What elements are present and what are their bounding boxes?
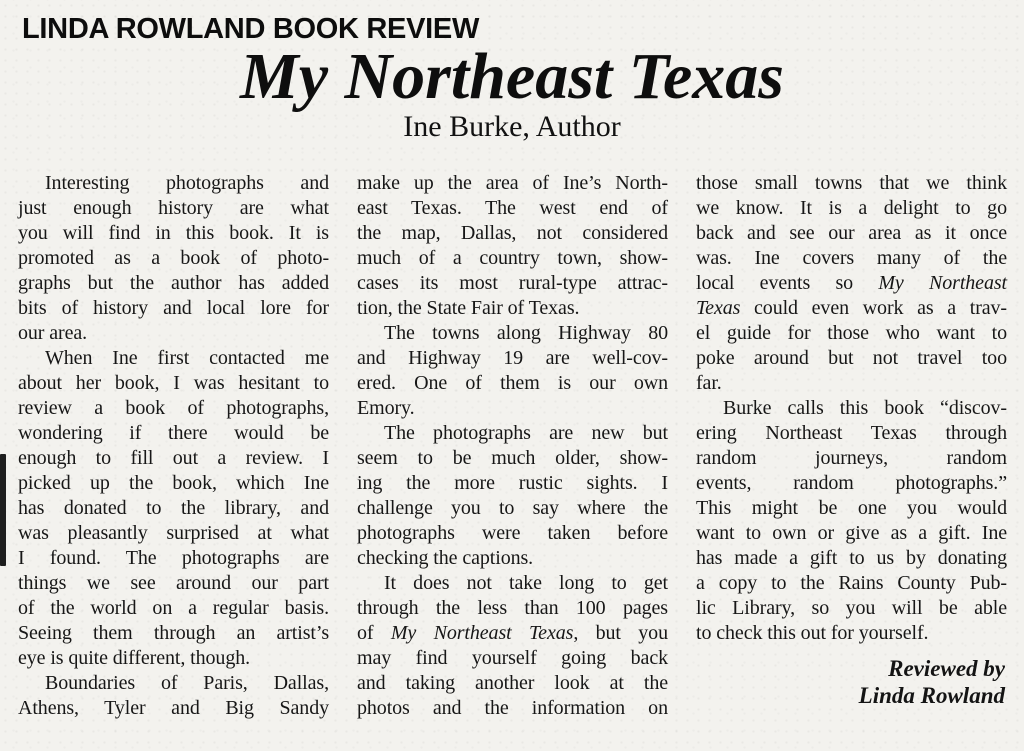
- kicker: LINDA ROWLAND BOOK REVIEW: [22, 13, 480, 45]
- text-line: It does not take long to get: [384, 572, 668, 594]
- text-line: enough to fill out a review. I: [18, 447, 329, 469]
- article-column-3: [696, 171, 1007, 721]
- text-line: poke around but not travel too: [696, 347, 1007, 369]
- article-column-2: [357, 171, 668, 721]
- text-line: cases its most rural-type attrac-: [357, 272, 668, 294]
- text-line: local events so My Northeast: [696, 272, 1007, 294]
- text-line: photos and the information on: [357, 697, 668, 719]
- text-line: Seeing them through an artist’s: [18, 622, 329, 644]
- text-line: events, random photographs.”: [696, 472, 1007, 494]
- text-line: east Texas. The west end of: [357, 197, 668, 219]
- text-line: through the less than 100 pages: [357, 597, 668, 619]
- text-line: Athens, Tyler and Big Sandy: [18, 697, 329, 719]
- text-line: our area.: [18, 322, 88, 344]
- text-line: make up the area of Ine’s North-: [357, 172, 668, 194]
- text-line: ing the more rustic sights. I: [357, 472, 668, 494]
- byline: Ine Burke, Author: [403, 110, 621, 143]
- text-line: Interesting photographs and: [45, 172, 329, 194]
- article-body: [18, 171, 1008, 721]
- text-line: wondering if there would be: [18, 422, 329, 444]
- text-line: you will find in this book. It is: [18, 222, 329, 244]
- text-line: and Highway 19 are well-cov-: [357, 347, 668, 369]
- signoff-reviewer-name: Linda Rowland: [858, 683, 1005, 708]
- text-line: el guide for those who want to: [696, 322, 1007, 344]
- text-line: picked up the book, which Ine: [18, 472, 329, 494]
- signoff-reviewed-by: Reviewed by: [888, 656, 1005, 681]
- text-line: bits of history and local lore for: [18, 297, 329, 319]
- text-line: things we see around our part: [18, 572, 329, 594]
- text-line: seem to be much older, show-: [357, 447, 668, 469]
- text-line: checking the captions.: [357, 547, 534, 569]
- text-line: much of a country town, show-: [357, 247, 668, 269]
- text-line: lic Library, so you will be able: [696, 597, 1007, 619]
- text-line: tion, the State Fair of Texas.: [357, 297, 580, 319]
- text-line: just enough history are what: [18, 197, 329, 219]
- text-line: want to own or give as a gift. Ine: [696, 522, 1007, 544]
- text-line: has donated to the library, and: [18, 497, 329, 519]
- text-line: of My Northeast Texas, but you: [357, 622, 668, 644]
- text-line: ered. One of them is our own: [357, 372, 668, 394]
- text-line: about her book, I was hesitant to: [18, 372, 329, 394]
- article-title: My Northeast Texas: [240, 40, 784, 113]
- text-line: Boundaries of Paris, Dallas,: [45, 672, 329, 694]
- text-line: eye is quite different, though.: [18, 647, 251, 669]
- text-line: we know. It is a delight to go: [696, 197, 1007, 219]
- scan-edge-artifact: [0, 454, 6, 566]
- text-line: When Ine first contacted me: [45, 347, 329, 369]
- text-line: Texas could even work as a trav-: [696, 297, 1007, 319]
- text-line: review a book of photographs,: [18, 397, 329, 419]
- text-line: promoted as a book of photo-: [18, 247, 329, 269]
- text-line: photographs were taken before: [357, 522, 668, 544]
- text-line: challenge you to say where the: [357, 497, 668, 519]
- text-line: The photographs are new but: [384, 422, 668, 444]
- text-line: and taking another look at the: [357, 672, 668, 694]
- text-line: to check this out for yourself.: [696, 622, 929, 644]
- text-line: a copy to the Rains County Pub-: [696, 572, 1007, 594]
- text-line: was. Ine covers many of the: [696, 247, 1007, 269]
- signoff: [859, 655, 1008, 709]
- text-line: The towns along Highway 80: [384, 322, 668, 344]
- text-line: ering Northeast Texas through: [696, 422, 1007, 444]
- text-line: of the world on a regular basis.: [18, 597, 329, 619]
- text-line: was pleasantly surprised at what: [18, 522, 329, 544]
- text-line: has made a gift to us by donating: [696, 547, 1007, 569]
- text-line: far.: [696, 372, 722, 394]
- text-line: This might be one you would: [696, 497, 1007, 519]
- text-line: Burke calls this book “discov-: [723, 397, 1007, 419]
- text-line: random journeys, random: [696, 447, 1007, 469]
- text-line: I found. The photographs are: [18, 547, 329, 569]
- text-line: Emory.: [357, 397, 415, 419]
- text-line: graphs but the author has added: [18, 272, 329, 294]
- article-column-1: [18, 171, 329, 721]
- text-line: back and see our area as it once: [696, 222, 1007, 244]
- text-line: may find yourself going back: [357, 647, 668, 669]
- text-line: those small towns that we think: [696, 172, 1007, 194]
- text-line: the map, Dallas, not considered: [357, 222, 668, 244]
